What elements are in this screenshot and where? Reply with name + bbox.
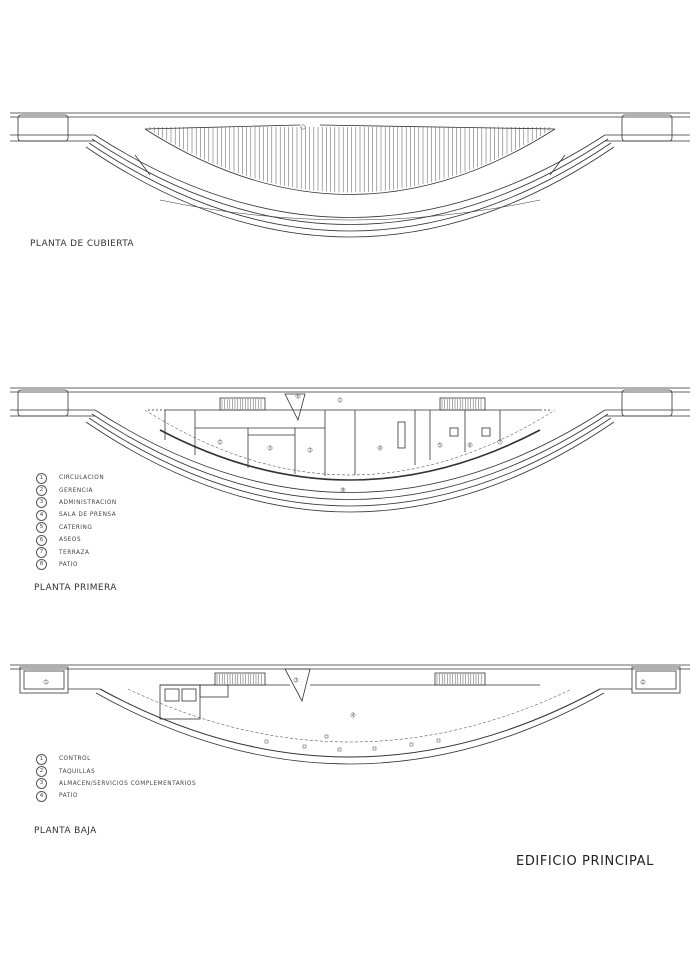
legend-item: 6 ASEOS	[36, 534, 117, 546]
roof-plan-label: PLANTA DE CUBIERTA	[30, 239, 134, 249]
roof-plan-drawing	[0, 105, 700, 245]
legend-item: 2 TAQUILLAS	[36, 765, 196, 777]
legend-item: 1 CIRCULACION	[36, 472, 117, 484]
first-floor-stairs	[222, 399, 481, 409]
svg-text:2: 2	[218, 439, 222, 445]
ground-floor-columns	[265, 735, 440, 751]
legend-item: 8 PATIO	[36, 559, 117, 571]
legend-item: 3 ADMINISTRACION	[36, 497, 117, 509]
svg-text:4: 4	[351, 712, 355, 718]
drawing-title: EDIFICIO PRINCIPAL	[516, 854, 654, 869]
ground-floor-stairs	[217, 674, 481, 684]
svg-text:5: 5	[438, 442, 442, 448]
legend-item: 2 GERENCIA	[36, 484, 117, 496]
legend-item: 7 TERRAZA	[36, 546, 117, 558]
first-floor-plan-label: PLANTA PRIMERA	[34, 583, 117, 593]
legend-item: 4 SALA DE PRENSA	[36, 509, 117, 521]
svg-text:1: 1	[338, 397, 342, 403]
svg-text:7: 7	[498, 439, 502, 445]
svg-text:3: 3	[268, 445, 272, 451]
svg-text:3: 3	[294, 677, 298, 683]
svg-text:3: 3	[308, 447, 312, 453]
first-floor-legend	[36, 472, 117, 571]
svg-text:1: 1	[44, 679, 48, 685]
svg-text:2: 2	[641, 679, 645, 685]
legend-item: 3 ALMACEN/SERVICIOS COMPLEMENTARIOS	[36, 778, 196, 790]
svg-text:6: 6	[296, 393, 300, 399]
ground-floor-legend	[36, 753, 196, 803]
ground-floor-plan-label: PLANTA BAJA	[34, 826, 97, 836]
legend-item: 1 CONTROL	[36, 753, 196, 765]
legend-item: 5 CATERING	[36, 522, 117, 534]
legend-item: 4 PATIO	[36, 790, 196, 802]
svg-text:8: 8	[341, 487, 345, 493]
roof-hatching	[150, 127, 549, 192]
svg-text:4: 4	[378, 445, 382, 451]
svg-text:6: 6	[468, 442, 472, 448]
